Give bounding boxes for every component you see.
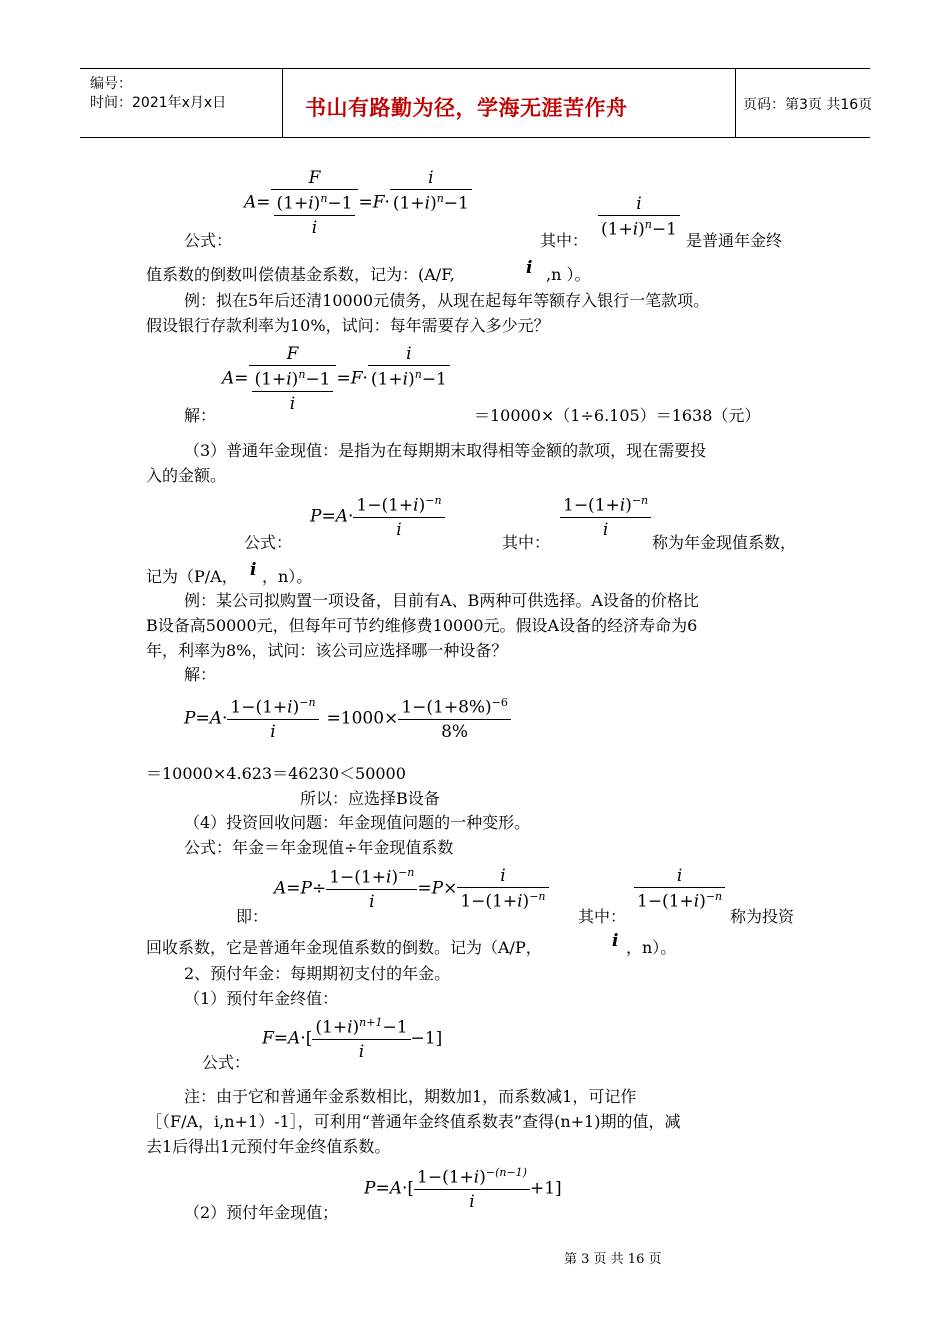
- var-i: i: [390, 168, 472, 190]
- solution-result: ＝10000×（1÷6.105）＝1638（元）: [474, 406, 761, 425]
- var-f: F: [308, 168, 321, 188]
- equals-sign: =: [336, 368, 351, 389]
- text-one-minus: 1−(1+: [356, 495, 414, 516]
- var-i: i: [517, 891, 523, 912]
- example-text: 年，利率为8%，试问：该公司应选择哪一种设备？: [146, 641, 508, 660]
- var-i: i: [402, 369, 409, 390]
- fraction: [390, 168, 472, 214]
- dot-operator: ·: [221, 708, 228, 729]
- text-one-plus: (1+: [276, 193, 309, 214]
- text-close-paren: ): [638, 219, 645, 240]
- equals-sign: =: [358, 192, 373, 213]
- header-motto: 书山有路勤为径，学海无涯苦作舟: [305, 96, 628, 120]
- formula-sinking-fund: [244, 168, 472, 238]
- header-left-cell: [80, 69, 282, 137]
- var-i: i: [526, 258, 533, 278]
- where-label: 其中：: [502, 533, 551, 552]
- section-heading: （1）预付年金终值：: [184, 989, 339, 1008]
- text-close-paren: ): [479, 1167, 486, 1188]
- equals-sign: =: [286, 878, 301, 899]
- fraction: [560, 494, 651, 540]
- var-f: F: [286, 344, 299, 364]
- example-text: B设备高50000元，但每年可节约维修费10000元。假设A设备的经济寿命为6: [146, 616, 698, 635]
- section-heading: （3）普通年金现值：是指为在每期期末取得相等金额的款项，现在需要投: [184, 441, 707, 460]
- fraction: [312, 1016, 410, 1062]
- text-close-paren: ): [291, 369, 299, 390]
- dot-operator: ·: [384, 192, 390, 213]
- div-operator: ÷: [311, 878, 327, 899]
- exp-neg-n: −n: [631, 494, 649, 507]
- text-one-minus: 1−(1+: [637, 891, 694, 912]
- var-a: A: [222, 368, 235, 389]
- var-f: F: [350, 368, 363, 389]
- page-footer: 第 3 页 共 16 页: [564, 1252, 662, 1267]
- exp-neg-n: −n: [705, 890, 723, 903]
- text-one-minus: 1−(1+: [417, 1167, 474, 1188]
- var-i: i: [469, 1191, 475, 1212]
- section-heading: （2）预付年金现值；: [184, 1203, 339, 1222]
- var-a: A: [335, 506, 348, 527]
- var-i: i: [612, 931, 619, 951]
- var-i: i: [473, 1167, 480, 1188]
- where-label: 其中：: [578, 907, 627, 926]
- fraction: [457, 866, 548, 912]
- text-one-minus: 1−(1+: [230, 697, 288, 718]
- exp-neg-n: −n: [425, 494, 442, 507]
- text-one-plus: (1+: [370, 369, 403, 390]
- section-heading: （4）投资回收问题：年金现值问题的一种变形。: [184, 813, 531, 832]
- note-text: ［（F/A，i,n+1）-1］，可利用“普通年金终值系数表”查得(n+1)期的值，减: [146, 1112, 681, 1131]
- formula-calculation: [184, 696, 511, 742]
- formula-capital-recovery: [274, 866, 549, 912]
- exp-n: n: [436, 192, 444, 205]
- formula-prepaid-present: [364, 1166, 562, 1212]
- text-line: 回收系数，它是普通年金现值系数的倒数。记为（A/P，: [146, 938, 542, 957]
- var-i: i: [270, 721, 276, 742]
- section-text: 公式：年金＝年金现值÷年金现值系数: [184, 838, 454, 857]
- fraction: [353, 494, 444, 540]
- conclusion: 所以：应选择B设备: [300, 789, 440, 808]
- fraction: [414, 1166, 530, 1212]
- var-f: F: [372, 192, 385, 213]
- var-i: i: [386, 867, 392, 888]
- dot-operator: ·: [401, 1178, 408, 1199]
- fraction: [368, 344, 450, 390]
- text-plus-one-bracket: +1]: [529, 1178, 562, 1199]
- fraction: [634, 866, 725, 912]
- text-close-paren: ): [418, 495, 426, 516]
- exp-n: n: [298, 368, 306, 381]
- var-i: i: [693, 891, 700, 912]
- formula-label: 公式：: [244, 533, 293, 552]
- coefficient-fraction: [634, 866, 725, 912]
- equals-sign: =: [256, 192, 271, 213]
- var-i: i: [286, 369, 292, 390]
- dot-operator: ·: [362, 368, 368, 389]
- exp-n: n: [644, 218, 652, 231]
- exp-neg-n-minus-1: −(n−1): [485, 1166, 527, 1179]
- text-close-paren: ): [625, 495, 632, 516]
- where-tail: 是普通年金终: [686, 231, 783, 250]
- text-minus-one: −1: [305, 369, 331, 390]
- equals-sign: =: [321, 506, 336, 527]
- text-one-plus: (1+: [254, 369, 287, 390]
- where-label: 其中：: [540, 231, 589, 250]
- var-p: P: [431, 878, 444, 899]
- var-i: i: [619, 495, 626, 516]
- dot-operator: ·: [347, 506, 354, 527]
- text-minus-one: −1: [443, 193, 469, 214]
- var-a: A: [389, 1178, 402, 1199]
- formula-solution: [222, 344, 450, 414]
- where-tail: 称为投资: [730, 907, 795, 926]
- note-text: 去1后得出1元预付年金终值系数。: [146, 1137, 391, 1156]
- text-one-plus-pct: 1−(1+8%): [401, 697, 492, 718]
- var-i: i: [413, 495, 419, 516]
- example-text: 例：拟在5年后还清10000元债务，从现在起每年等额存入银行一笔款项。: [184, 291, 710, 310]
- equals-sign: =: [195, 708, 210, 729]
- header-page-cell: [735, 69, 873, 137]
- fraction: [271, 168, 359, 238]
- inner-fraction: [274, 192, 356, 238]
- formula-label: 公式：: [202, 1053, 251, 1072]
- left-bracket: [: [407, 1178, 415, 1199]
- text-eq-1000x: =1000×: [326, 708, 399, 729]
- text-one-plus: (1+: [601, 219, 633, 240]
- exp-n: n: [320, 192, 328, 205]
- example-text: 假设银行存款利率为10%，试问：每年需要存入多少元？: [146, 316, 550, 335]
- text-line: 值系数的倒数叫偿债基金系数，记为：(A/F,: [146, 265, 455, 284]
- text-close-paren: ): [522, 891, 530, 912]
- var-p: P: [364, 1178, 376, 1199]
- text-close-paren: ): [699, 891, 706, 912]
- note-text: 注：由于它和普通年金系数相比，期数加1，而系数减1，可记作: [184, 1087, 637, 1106]
- text-line: ，n）。: [626, 938, 677, 957]
- text-line: ,n ）。: [546, 265, 591, 284]
- times-operator: ×: [443, 878, 458, 899]
- formula-present-value: [310, 494, 445, 540]
- var-i: i: [602, 519, 609, 540]
- equals-sign: =: [417, 878, 432, 899]
- fraction: [398, 696, 511, 742]
- fraction: [598, 194, 680, 240]
- var-i: i: [369, 891, 375, 912]
- var-i: i: [347, 1017, 353, 1038]
- text-minus-one: −1: [651, 219, 677, 240]
- inner-fraction: [252, 368, 334, 414]
- var-f: F: [262, 1028, 274, 1049]
- var-i: i: [368, 344, 450, 366]
- formula-label: 公式：: [184, 231, 233, 250]
- text-close-paren: ): [313, 193, 321, 214]
- var-a: A: [274, 878, 287, 899]
- var-i: i: [396, 519, 402, 540]
- exp-n-plus-1: n+1: [359, 1016, 383, 1029]
- text-minus-one: −1: [421, 369, 447, 390]
- exp-n: n: [414, 368, 422, 381]
- text-minus-one: −1: [382, 1017, 408, 1038]
- section-text: 入的金额。: [146, 466, 227, 485]
- section-heading: 2、预付年金：每期期初支付的年金。: [184, 964, 451, 983]
- formula-prepaid-future: [262, 1016, 442, 1062]
- where-tail: 称为年金现值系数，: [652, 533, 797, 552]
- that-is-label: 即：: [236, 907, 269, 926]
- text-one-plus: (1+: [315, 1017, 348, 1038]
- var-i: i: [289, 393, 296, 414]
- header-page-label: 页码：第3页 共16页: [743, 97, 873, 113]
- text-close-paren: ): [408, 369, 415, 390]
- text-one-minus: 1−(1+: [563, 495, 620, 516]
- text-one-plus: (1+: [392, 193, 425, 214]
- fraction: [326, 866, 417, 912]
- var-i: i: [250, 560, 257, 580]
- exp-neg-n: −n: [398, 866, 415, 879]
- left-bracket: [: [305, 1028, 313, 1049]
- exp-neg-6: −6: [491, 696, 508, 709]
- fraction: [249, 344, 337, 414]
- var-i: i: [308, 193, 314, 214]
- solution-label: 解：: [184, 406, 217, 425]
- var-i: i: [457, 866, 548, 888]
- text-minus-one-bracket: −1]: [410, 1028, 443, 1049]
- equals-sign: =: [375, 1178, 390, 1199]
- var-i: i: [598, 194, 680, 216]
- header-time-label: 时间：2021年x月x日: [90, 95, 227, 111]
- coefficient-fraction: [598, 194, 680, 240]
- var-i: i: [358, 1041, 365, 1062]
- fraction: [227, 696, 318, 742]
- var-a: A: [209, 708, 222, 729]
- page-header: [80, 68, 873, 138]
- var-p: P: [184, 708, 196, 729]
- var-p: P: [300, 878, 312, 899]
- example-text: 例：某公司拟购置一项设备，目前有A、B两种可供选择。A设备的价格比: [184, 591, 699, 610]
- exp-neg-n: −n: [529, 890, 546, 903]
- exp-neg-n: −n: [299, 696, 316, 709]
- var-i: i: [311, 217, 318, 238]
- equals-sign: =: [234, 368, 249, 389]
- text-minus-one: −1: [327, 193, 353, 214]
- text-close-paren: ): [352, 1017, 360, 1038]
- var-i: i: [634, 866, 725, 888]
- text-one-minus: 1−(1+: [460, 891, 518, 912]
- var-p: P: [310, 506, 322, 527]
- solution-label: 解：: [184, 665, 217, 684]
- calc-result: ＝10000×4.623＝46230＜50000: [146, 764, 406, 783]
- text-line: 记为（P/A，: [146, 567, 238, 586]
- var-a: A: [288, 1028, 301, 1049]
- header-motto-cell: [282, 69, 736, 137]
- text-close-paren: ): [391, 867, 399, 888]
- var-i: i: [424, 193, 431, 214]
- var-a: A: [244, 192, 257, 213]
- text-close-paren: ): [430, 193, 437, 214]
- var-i: i: [632, 219, 639, 240]
- var-i: i: [287, 697, 293, 718]
- text-one-minus: 1−(1+: [329, 867, 386, 888]
- text-line: ，n）。: [262, 567, 313, 586]
- dot-operator: ·: [300, 1028, 306, 1049]
- header-number-label: 编号：: [90, 76, 132, 92]
- equals-sign: =: [273, 1028, 289, 1049]
- coefficient-fraction: [560, 494, 651, 540]
- text-close-paren: ): [292, 697, 300, 718]
- text-pct8: 8%: [441, 721, 469, 742]
